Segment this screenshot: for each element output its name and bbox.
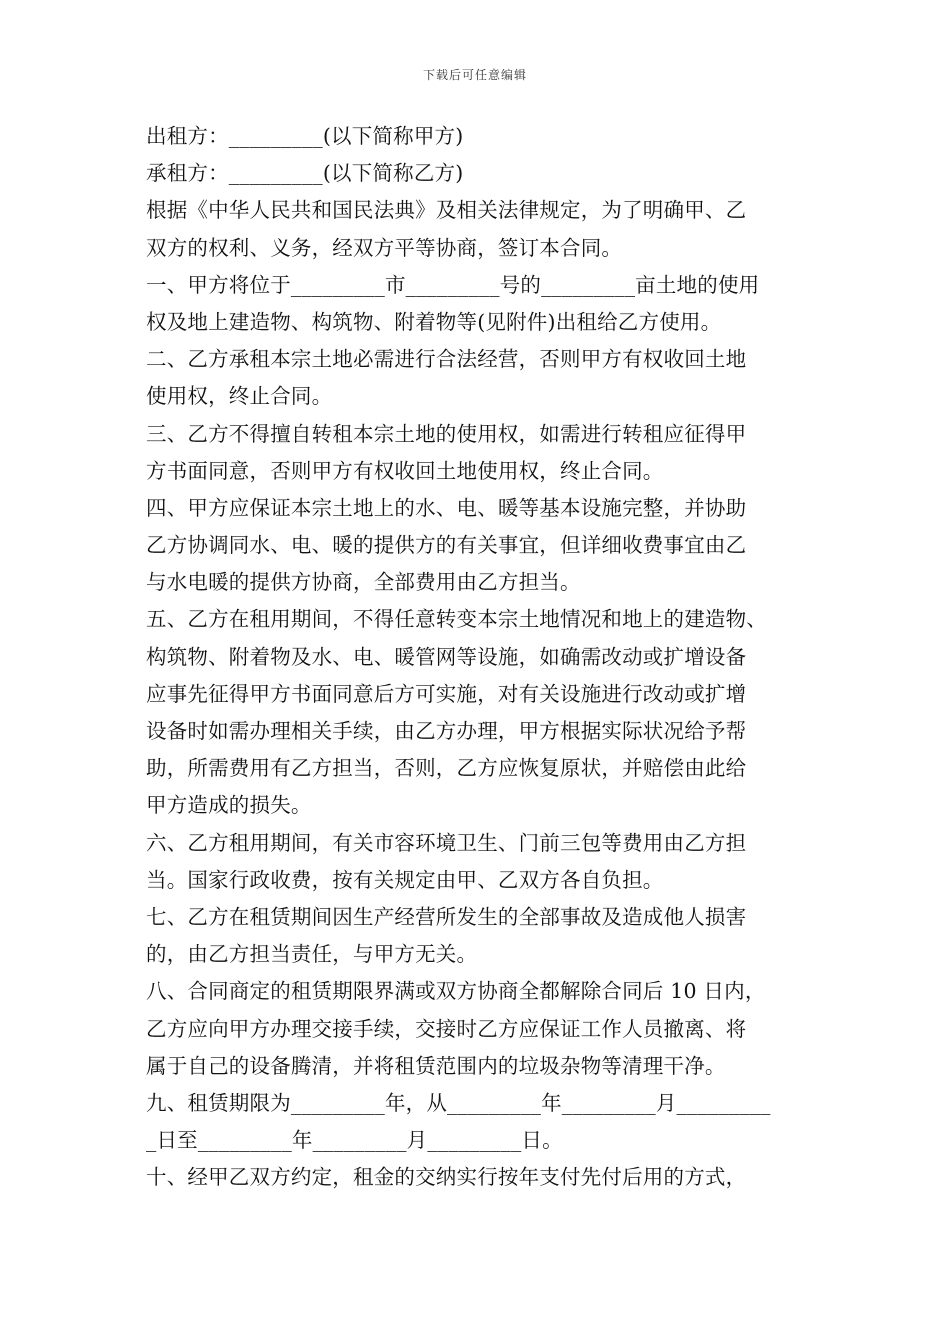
contract-line: 助，所需费用有乙方担当，否则，乙方应恢复原状，并赔偿由此给 [146,756,747,781]
contract-line: 属于自己的设备腾清，并将租赁范围内的垃圾杂物等清理干净。 [146,1053,726,1078]
contract-line: _日至_________年_________月_________日。 [146,1128,563,1153]
contract-line: 承租方：_________(以下简称乙方) [146,161,464,186]
contract-line: 乙方应向甲方办理交接手续，交接时乙方应保证工作人员撤离、将 [146,1016,747,1041]
contract-line: 使用权，终止合同。 [146,384,333,409]
contract-line: 应事先征得甲方书面同意后方可实施，对有关设施进行改动或扩增 [146,681,747,706]
contract-line: 一、甲方将位于_________市_________号的_________亩土地的使用 [146,272,760,297]
contract-line: 五、乙方在租用期间，不得任意转变本宗土地情况和地上的建造物、 [146,607,767,632]
contract-line: 九、租赁期限为_________年，从_________年_________月_________ [146,1090,771,1115]
contract-line: 四、甲方应保证本宗土地上的水、电、暖等基本设施完整，并协助 [146,495,747,520]
contract-line: 八、合同商定的租赁期限界满或双方协商全都解除合同后 10 日内， [146,979,766,1004]
contract-line: 的，由乙方担当责任，与甲方无关。 [146,942,478,967]
contract-line: 六、乙方租用期间，有关市容环境卫生、门前三包等费用由乙方担 [146,830,747,855]
contract-line: 乙方协调同水、电、暖的提供方的有关事宜，但详细收费事宜由乙 [146,533,747,558]
contract-line: 设备时如需办理相关手续，由乙方办理，甲方根据实际状况给予帮 [146,719,747,743]
contract-line: 出租方：_________(以下简称甲方) [146,124,464,148]
document-body [146,118,826,1196]
contract-line: 三、乙方不得擅自转租本宗土地的使用权，如需进行转租应征得甲 [146,421,747,446]
contract-line: 甲方造成的损失。 [146,793,312,818]
contract-line: 权及地上建造物、构筑物、附着物等(见附件)出租给乙方使用。 [146,309,722,334]
contract-line: 根据《中华人民共和国民法典》及相关法律规定，为了明确甲、乙 [146,198,747,223]
contract-line: 与水电暖的提供方协商，全部费用由乙方担当。 [146,570,581,595]
contract-line: 七、乙方在租赁期间因生产经营所发生的全部事故及造成他人损害 [146,904,747,929]
contract-line: 双方的权利、义务，经双方平等协商，签订本合同。 [146,235,623,260]
contract-line: 方书面同意，否则甲方有权收回土地使用权，终止合同。 [146,458,664,483]
contract-line: 当。国家行政收费，按有关规定由甲、乙双方各自负担。 [146,867,664,892]
contract-line: 构筑物、附着物及水、电、暖管网等设施，如确需改动或扩增设备 [146,644,747,669]
page-header: 下载后可任意编辑 [422,68,527,82]
contract-line: 十、经甲乙双方约定，租金的交纳实行按年支付先付后用的方式， [146,1165,747,1190]
contract-line: 二、乙方承租本宗土地必需进行合法经营，否则甲方有权收回土地 [146,347,747,372]
